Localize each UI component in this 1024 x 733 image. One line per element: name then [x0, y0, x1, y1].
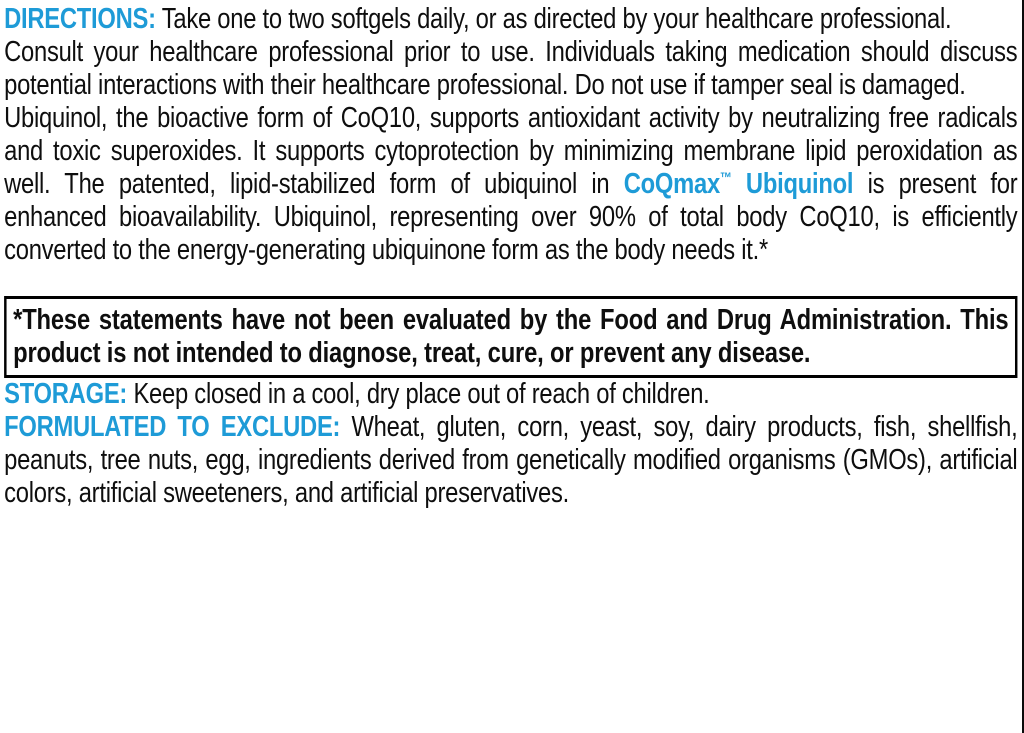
formulated-paragraph [4, 411, 1017, 510]
directions-heading: DIRECTIONS: [4, 3, 156, 35]
storage-heading: STORAGE: [4, 378, 128, 410]
formulated-heading: FORMULATED TO EXCLUDE: [4, 411, 341, 443]
formulated-text: Wheat, gluten, corn, yeast, soy, dairy products, fish, shellfish, peanuts, tree nuts, egg, ingredients derived from genetically modified organisms (GMOs), artificial colors, artificial sweeteners, and artificial preservatives. [4, 411, 1018, 509]
directions-paragraph [4, 3, 1017, 36]
storage-paragraph [4, 378, 1017, 411]
storage-text: Keep closed in a cool, dry place out of reach of children. [133, 378, 710, 410]
fda-disclaimer-box [4, 296, 1017, 378]
description-text-after: is present for enhanced bioavailability. Ubiquinol, representing over 90% of total body CoQ10, is efficiently converted to the energy-generating ubiquinone form as the body needs it.* [4, 168, 1018, 266]
brand-ubiquinol: Ubiquinol [745, 168, 854, 200]
brand-coqmax-name: CoQmax [623, 168, 720, 200]
description-text-before: Ubiquinol, the bioactive form of CoQ10, supports antioxidant activity by neutralizing free radicals and toxic superoxides. It supports cytoprotection by minimizing membrane lipid peroxidation as well. The patented, lipid-stabilized form of ubiquinol in [4, 102, 1018, 200]
brand-coqmax [624, 168, 732, 200]
directions-text: Take one to two softgels daily, or as directed by your healthcare professional. [161, 3, 952, 35]
fda-disclaimer-text: *These statements have not been evaluated by the Food and Drug Administration. This product is not intended to diagnose, treat, cure, or prevent any disease. [13, 304, 1009, 369]
consult-text: Consult your healthcare professional prior to use. Individuals taking medication should discuss potential interactions with their healthcare professional. Do not use if tamper seal is damaged. [4, 36, 1018, 101]
consult-paragraph [4, 36, 1017, 102]
description-paragraph [4, 102, 1017, 267]
trademark-symbol: ™ [719, 170, 732, 187]
